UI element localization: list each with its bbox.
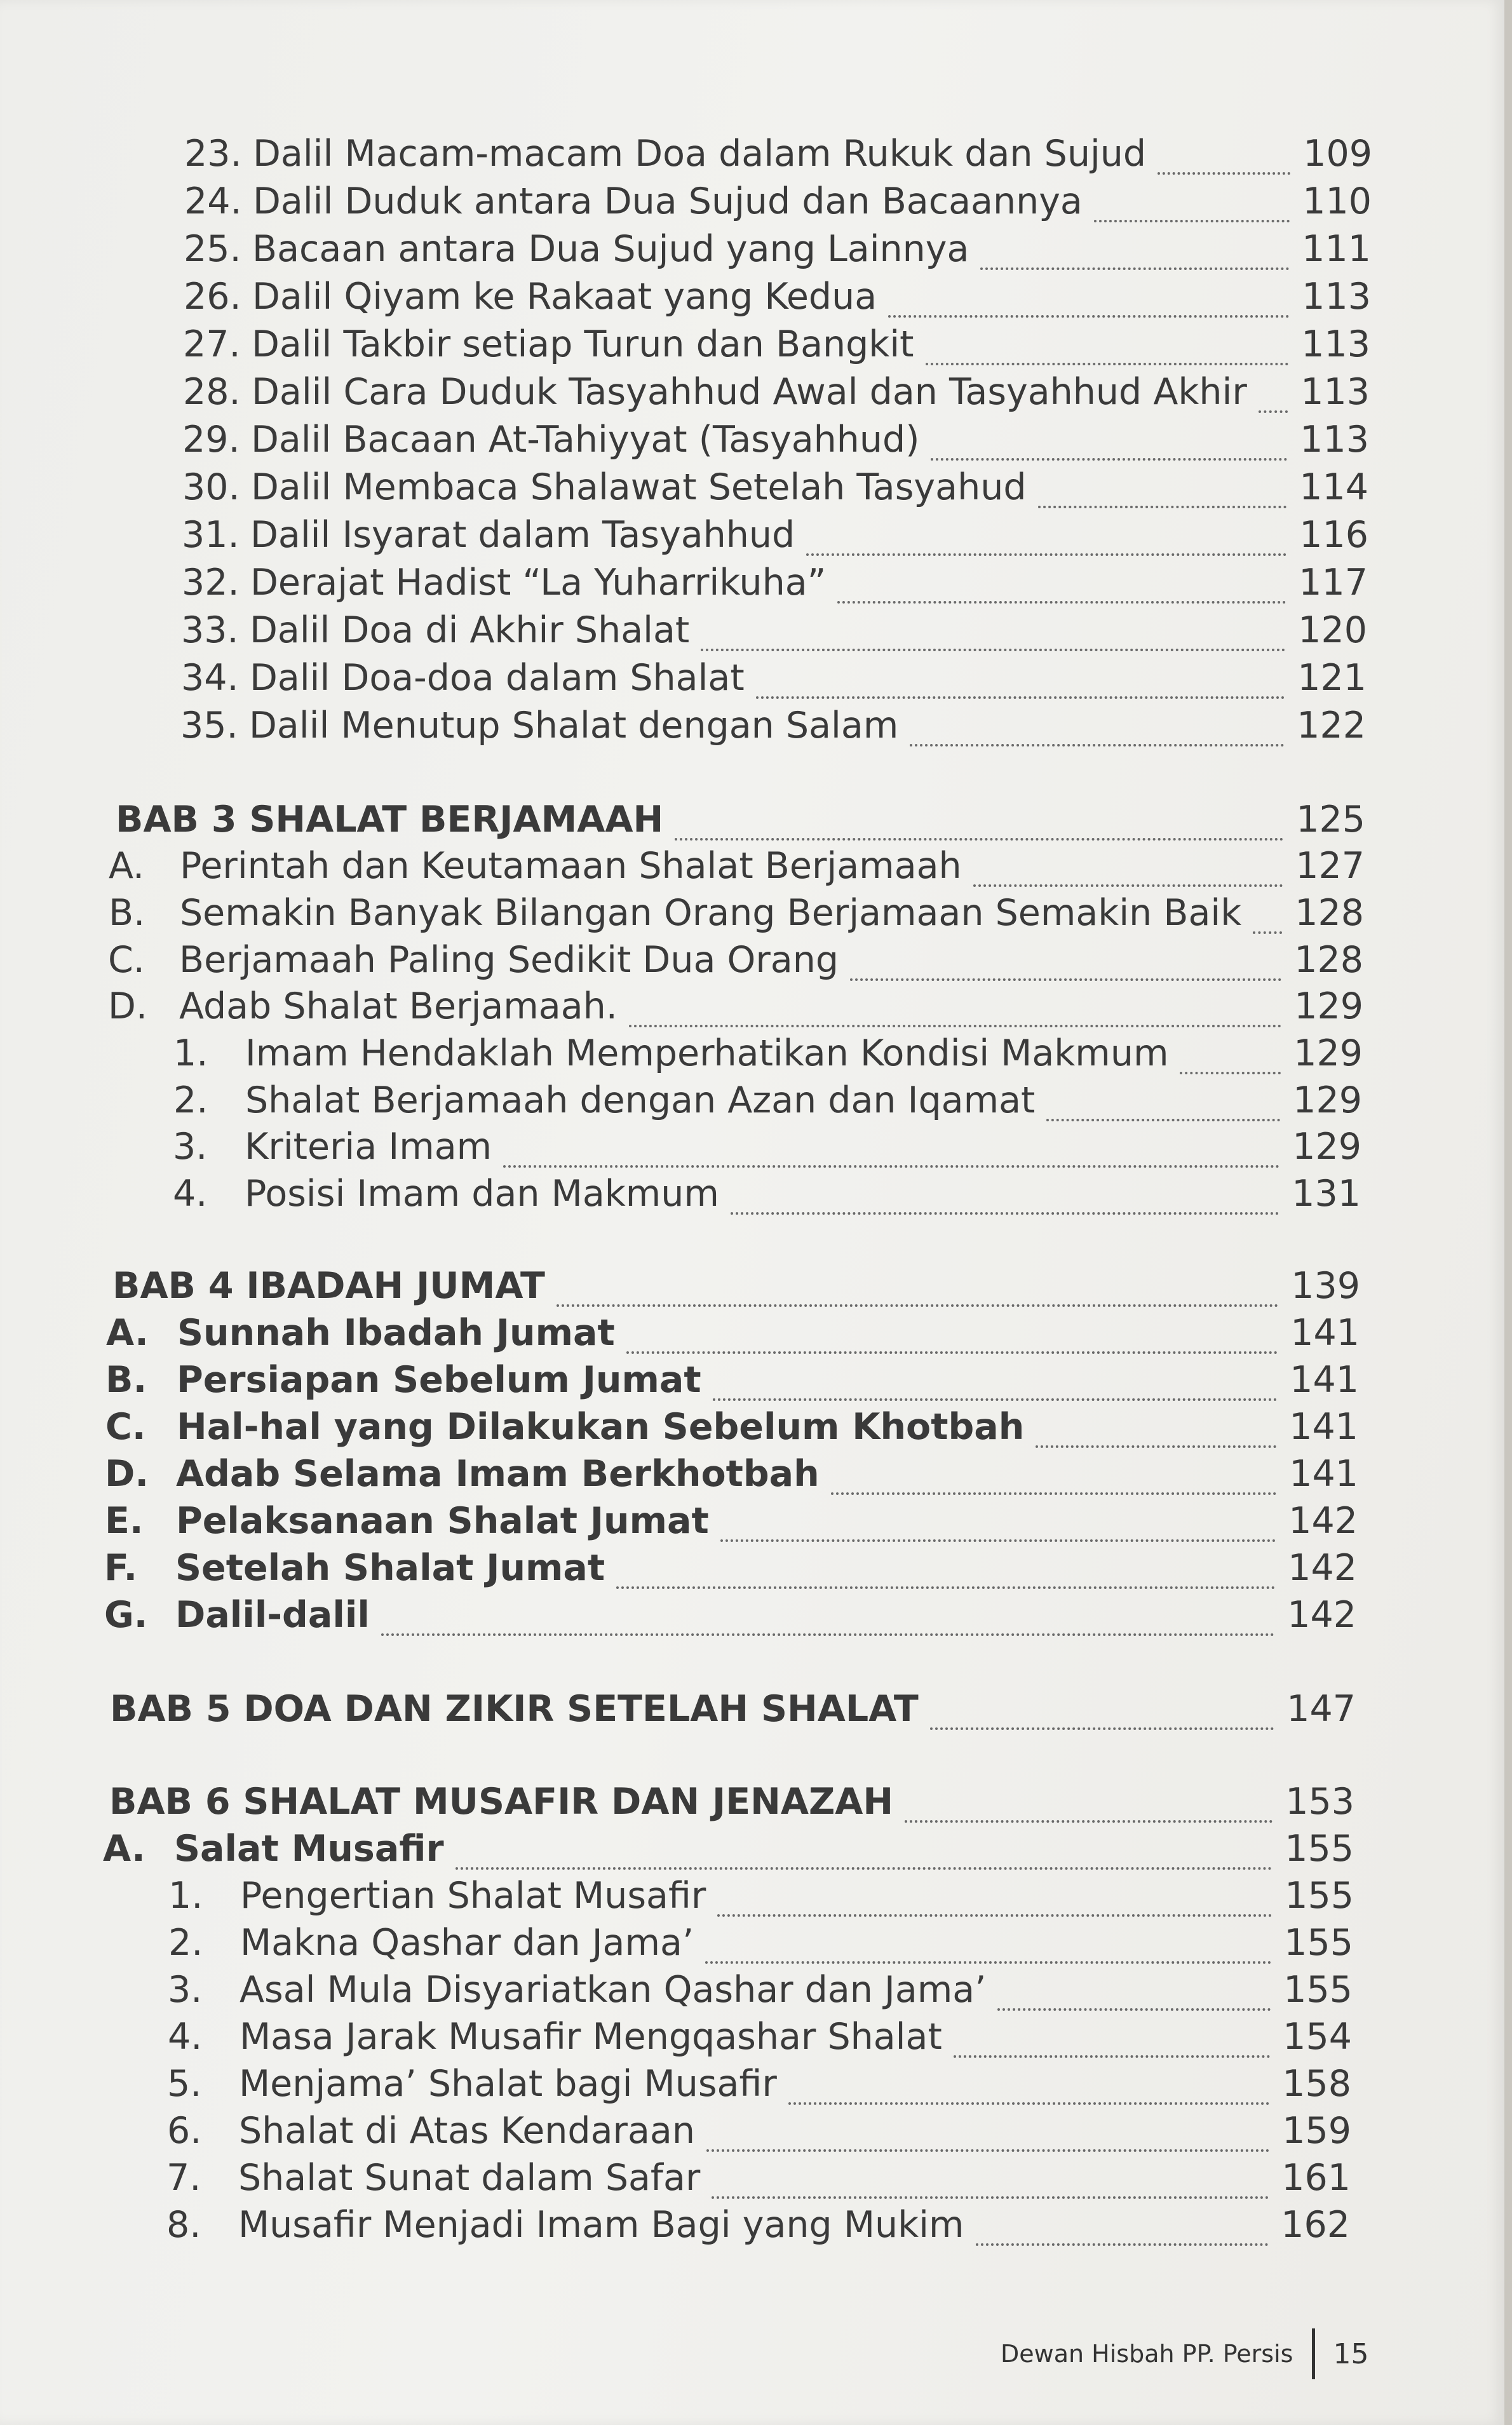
toc-entry-title: Perintah dan Keutamaan Shalat Berjamaah — [180, 845, 962, 887]
dot-leader — [954, 2023, 1270, 2058]
dot-leader — [675, 806, 1283, 841]
toc-entry-page: 142 — [1288, 1547, 1357, 1589]
toc-entry-number: D. — [108, 985, 148, 1027]
toc-entry-title: Dalil Qiyam ke Rakaat yang Kedua — [252, 276, 877, 318]
dot-leader — [837, 569, 1286, 604]
toc-entry-number: 25. — [184, 228, 241, 270]
toc-entry-title: Dalil Bacaan At-Tahiyyat (Tasyahhud) — [251, 419, 920, 461]
toc-entry — [108, 983, 1363, 1027]
dot-leader — [756, 665, 1285, 699]
toc-entry-number: 26. — [184, 276, 241, 318]
toc-entry-title: Dalil Cara Duduk Tasyahhud Awal dan Tasyahhud Akhir — [252, 371, 1247, 413]
toc-entry-number: 28. — [183, 371, 241, 413]
toc-entry-number: 29. — [182, 419, 240, 461]
toc-entry-title: Hal-hal yang Dilakukan Sebelum Khotbah — [177, 1406, 1025, 1448]
publisher-name: Dewan Hisbah PP. Persis — [1001, 2340, 1293, 2368]
dot-leader — [1180, 1040, 1281, 1074]
toc-entry — [183, 368, 1370, 413]
toc-entry-number: 4. — [173, 1173, 208, 1215]
dot-leader — [888, 283, 1289, 318]
toc-entry-page: 127 — [1295, 845, 1365, 887]
toc-entry-page: 159 — [1282, 2110, 1351, 2152]
dot-leader — [1046, 1087, 1280, 1121]
toc-entry-title: Menjama’ Shalat bagi Musafir — [239, 2063, 777, 2105]
toc-entry-number: 2. — [173, 1079, 208, 1121]
toc-entry-page: 142 — [1287, 1594, 1356, 1636]
toc-entry-number: 3. — [168, 1969, 203, 2011]
toc-entry-title: Bacaan antara Dua Sujud yang Lainnya — [252, 228, 969, 270]
dot-leader — [973, 853, 1283, 887]
toc-entry — [167, 2060, 1351, 2105]
dot-leader — [806, 522, 1286, 556]
toc-entry-title: Asal Mula Disyariatkan Qashar dan Jama’ — [240, 1969, 987, 2011]
dot-leader — [931, 426, 1287, 461]
toc-entry — [104, 1544, 1357, 1589]
toc-entry-number: 30. — [182, 466, 240, 508]
toc-entry-title: Dalil Duduk antara Dua Sujud dan Bacaannya — [253, 180, 1083, 222]
toc-entry-page: 162 — [1281, 2204, 1350, 2246]
toc-entry-page: 110 — [1302, 180, 1372, 222]
toc-chapter-entry — [110, 1685, 1356, 1730]
toc-entry-page: 111 — [1302, 228, 1371, 270]
toc-entry-page: 109 — [1303, 133, 1372, 175]
dot-leader — [1038, 474, 1287, 508]
toc-entry-page: 147 — [1286, 1688, 1356, 1730]
toc-entry-page: 141 — [1290, 1359, 1359, 1401]
toc-entry-page: 155 — [1283, 1969, 1353, 2011]
toc-entry — [104, 1591, 1356, 1636]
toc-entry-page: 129 — [1293, 1079, 1362, 1121]
toc-entry — [173, 1170, 1361, 1215]
toc-entry — [184, 130, 1372, 175]
toc-entry-title: Salat Musafir — [174, 1828, 444, 1870]
dot-leader — [712, 2165, 1269, 2199]
toc-entry-title: BAB 5 DOA DAN ZIKIR SETELAH SHALAT — [110, 1688, 919, 1730]
toc-entry — [184, 226, 1371, 270]
toc-entry-page: 113 — [1300, 371, 1370, 413]
toc-entry — [168, 1872, 1354, 1917]
toc-entry-page: 113 — [1302, 276, 1371, 318]
toc-entry-number: C. — [108, 939, 145, 981]
dot-leader — [1036, 1414, 1276, 1448]
toc-entry-title: Dalil Doa-doa dalam Shalat — [250, 657, 745, 699]
toc-entry-number: 1. — [168, 1875, 203, 1917]
toc-entry-page: 155 — [1284, 1922, 1353, 1964]
toc-entry-title: Posisi Imam dan Makmum — [245, 1173, 719, 1215]
dot-leader — [381, 1602, 1274, 1636]
dot-leader — [1253, 900, 1282, 934]
toc-entry-page: 121 — [1297, 657, 1367, 699]
toc-entry-page: 141 — [1289, 1406, 1358, 1448]
toc-entry — [168, 2013, 1352, 2058]
dot-leader — [456, 1835, 1272, 1870]
toc-entry-title: Imam Hendaklah Memperhatikan Kondisi Makmum — [245, 1032, 1169, 1074]
toc-entry — [181, 654, 1367, 699]
dot-leader — [1158, 140, 1290, 175]
toc-entry-title: Adab Selama Imam Berkhotbah — [176, 1453, 820, 1495]
toc-entry — [109, 889, 1364, 934]
dot-leader — [717, 1882, 1272, 1917]
toc-chapter-entry — [112, 1262, 1360, 1307]
dot-leader — [905, 1788, 1272, 1823]
toc-entry-number: 1. — [173, 1032, 208, 1074]
toc-entry-page: 153 — [1285, 1781, 1354, 1823]
toc-entry-number: G. — [104, 1594, 148, 1636]
dot-leader — [980, 236, 1289, 270]
dot-leader — [629, 993, 1281, 1027]
toc-entry-number: 27. — [183, 323, 241, 365]
toc-entry — [166, 2201, 1350, 2246]
toc-entry-title: Setelah Shalat Jumat — [175, 1547, 605, 1589]
toc-entry — [182, 559, 1368, 604]
toc-entry — [168, 1966, 1353, 2011]
toc-entry — [173, 1077, 1362, 1121]
dot-leader — [850, 947, 1281, 981]
dot-leader — [997, 1976, 1271, 2011]
toc-entry — [183, 321, 1370, 365]
toc-entry-number: D. — [105, 1453, 149, 1495]
toc-entry-number: 8. — [166, 2204, 201, 2246]
dot-leader — [701, 617, 1285, 651]
dot-leader — [1259, 379, 1288, 413]
toc-entry-page: 120 — [1298, 609, 1367, 651]
toc-entry — [184, 273, 1371, 318]
page-footer — [1001, 2328, 1368, 2379]
toc-entry-title: Persiapan Sebelum Jumat — [177, 1359, 701, 1401]
dot-leader — [720, 1508, 1276, 1542]
toc-entry — [181, 607, 1367, 651]
toc-entry-title: Dalil Menutup Shalat dengan Salam — [249, 705, 899, 746]
toc-entry-title: BAB 6 SHALAT MUSAFIR DAN JENAZAH — [109, 1781, 894, 1823]
toc-entry-page: 117 — [1299, 562, 1368, 604]
toc-entry-number: 32. — [182, 562, 240, 604]
toc-entry-title: BAB 3 SHALAT BERJAMAAH — [116, 799, 664, 841]
dot-leader — [557, 1273, 1278, 1307]
toc-entry — [180, 702, 1366, 746]
toc-entry-number: 23. — [184, 133, 242, 175]
toc-entry — [173, 1123, 1361, 1168]
toc-entry — [184, 178, 1372, 222]
toc-entry-title: Dalil-dalil — [175, 1594, 370, 1636]
toc-entry-title: Pelaksanaan Shalat Jumat — [176, 1500, 709, 1542]
toc-entry-title: Kriteria Imam — [245, 1126, 492, 1168]
toc-entry-page: 113 — [1301, 323, 1370, 365]
toc-entry-number: C. — [105, 1406, 146, 1448]
toc-entry-number: 6. — [167, 2110, 202, 2152]
toc-entry-title: Semakin Banyak Bilangan Orang Berjamaan Semakin Baik — [180, 892, 1242, 934]
toc-entry-title: Shalat di Atas Kendaraan — [239, 2110, 695, 2152]
dot-leader — [788, 2070, 1269, 2105]
toc-entry-title: Musafir Menjadi Imam Bagi yang Mukim — [238, 2204, 964, 2246]
toc-entry-title: Masa Jarak Musafir Mengqashar Shalat — [240, 2016, 942, 2058]
toc-entry-page: 129 — [1293, 1032, 1363, 1074]
toc-entry-title: Dalil Doa di Akhir Shalat — [250, 609, 690, 651]
toc-entry — [168, 1919, 1353, 1964]
toc-entry-title: Dalil Takbir setiap Turun dan Bangkit — [252, 323, 914, 365]
toc-entry-number: B. — [109, 892, 145, 934]
toc-entry — [167, 2107, 1351, 2152]
toc-entry-number: A. — [103, 1828, 145, 1870]
dot-leader — [976, 2212, 1269, 2246]
toc-entry-page: 142 — [1288, 1500, 1358, 1542]
toc-entry-number: 24. — [184, 180, 242, 222]
toc-entry-number: E. — [105, 1500, 144, 1542]
toc-entry — [182, 464, 1368, 508]
toc-chapter-entry — [116, 796, 1365, 841]
dot-leader — [626, 1320, 1278, 1354]
toc-entry-page: 154 — [1283, 2016, 1352, 2058]
toc-entry-page: 158 — [1282, 2063, 1351, 2105]
toc-entry-page: 155 — [1285, 1828, 1354, 1870]
dot-leader — [926, 331, 1289, 365]
toc-entry — [182, 416, 1369, 461]
dot-leader — [706, 2118, 1269, 2152]
toc-entry-number: 35. — [180, 705, 238, 746]
toc-entry-title: Dalil Macam-macam Doa dalam Rukuk dan Sujud — [253, 133, 1147, 175]
toc-entry-page: 116 — [1299, 514, 1368, 556]
toc-entry-number: 31. — [182, 514, 240, 556]
toc-entry-title: Derajat Hadist “La Yuharrikuha” — [250, 562, 827, 604]
dot-leader — [930, 1696, 1274, 1730]
toc-entry-page: 141 — [1289, 1453, 1358, 1495]
toc-entry-page: 114 — [1299, 466, 1368, 508]
toc-entry-page: 129 — [1294, 985, 1363, 1027]
toc-entry-title: Shalat Berjamaah dengan Azan dan Iqamat — [245, 1079, 1036, 1121]
toc-entry — [106, 1309, 1360, 1354]
toc-entry-page: 122 — [1297, 705, 1366, 746]
toc-entry — [108, 936, 1363, 981]
toc-entry-number: 7. — [166, 2157, 201, 2199]
toc-entry-page: 113 — [1300, 419, 1369, 461]
toc-entry-title: Berjamaah Paling Sedikit Dua Orang — [179, 939, 839, 981]
toc-entry-number: A. — [106, 1312, 149, 1354]
dot-leader — [705, 1929, 1271, 1964]
toc-entry-page: 125 — [1296, 799, 1365, 841]
dot-leader — [831, 1461, 1277, 1495]
toc-entry — [105, 1450, 1358, 1495]
toc-entry — [105, 1356, 1359, 1401]
toc-entry-number: 3. — [173, 1126, 208, 1168]
toc-entry-number: 4. — [168, 2016, 203, 2058]
toc-entry — [105, 1403, 1358, 1448]
toc-entry-title: Adab Shalat Berjamaah. — [179, 985, 618, 1027]
toc-entry-page: 141 — [1290, 1312, 1360, 1354]
toc-entry-number: B. — [105, 1359, 147, 1401]
toc-entry-title: Pengertian Shalat Musafir — [240, 1875, 706, 1917]
toc-entry-title: Dalil Isyarat dalam Tasyahhud — [250, 514, 795, 556]
toc-entry-number: 34. — [181, 657, 239, 699]
dot-leader — [713, 1367, 1278, 1401]
toc-entry-number: F. — [104, 1547, 138, 1589]
toc-entry-number: 2. — [168, 1922, 203, 1964]
footer-divider — [1312, 2328, 1315, 2379]
toc-entry — [103, 1825, 1354, 1870]
toc-entry — [105, 1497, 1358, 1542]
dot-leader — [1094, 188, 1290, 222]
toc-entry — [166, 2154, 1351, 2199]
toc-entry-title: BAB 4 IBADAH JUMAT — [112, 1265, 545, 1307]
toc-entry-title: Sunnah Ibadah Jumat — [177, 1312, 615, 1354]
toc-entry — [109, 842, 1365, 887]
toc-entry-page: 128 — [1295, 892, 1364, 934]
toc-entry-page: 129 — [1292, 1126, 1361, 1168]
toc-entry-page: 128 — [1294, 939, 1363, 981]
toc-entry — [173, 1030, 1363, 1074]
toc-entry-title: Shalat Sunat dalam Safar — [238, 2157, 701, 2199]
dot-leader — [910, 712, 1284, 746]
dot-leader — [616, 1555, 1275, 1589]
toc-entry-page: 161 — [1281, 2157, 1351, 2199]
toc-entry-title: Makna Qashar dan Jama’ — [240, 1922, 694, 1964]
toc-entry-title: Dalil Membaca Shalawat Setelah Tasyahud — [251, 466, 1027, 508]
toc-entry-page: 131 — [1292, 1173, 1361, 1215]
toc-entry-number: 33. — [181, 609, 239, 651]
toc-entry-number: A. — [109, 845, 145, 887]
toc-entry — [182, 511, 1368, 556]
dot-leader — [503, 1133, 1279, 1168]
dot-leader — [731, 1180, 1279, 1215]
toc-entry-page: 155 — [1285, 1875, 1354, 1917]
toc-entry-page: 139 — [1291, 1265, 1360, 1307]
page-number: 15 — [1333, 2337, 1369, 2370]
toc-entry-number: 5. — [167, 2063, 202, 2105]
toc-chapter-entry — [109, 1778, 1354, 1823]
